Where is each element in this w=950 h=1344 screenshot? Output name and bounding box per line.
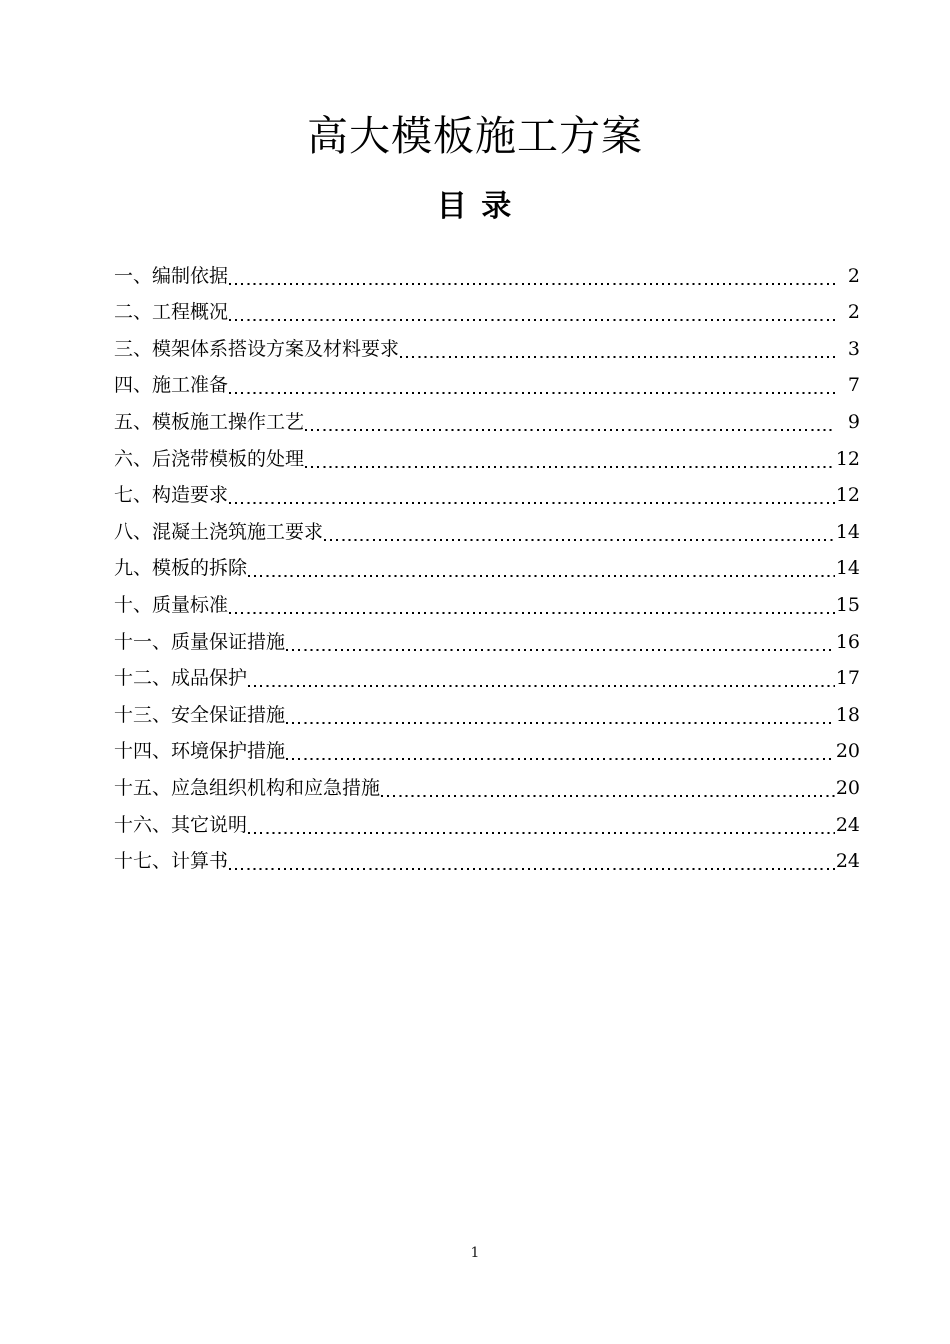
toc-entry[interactable] xyxy=(114,435,860,472)
toc-entry-page-number: 18 xyxy=(835,703,860,726)
toc-entry-label: 十一、质量保证措施 xyxy=(114,630,286,653)
toc-entry[interactable] xyxy=(114,472,860,509)
toc-entry[interactable] xyxy=(114,289,860,326)
page-number-footer: 1 xyxy=(470,1245,480,1261)
toc-entry-label: 一、编制依据 xyxy=(114,264,229,287)
toc-dot-leader xyxy=(286,742,835,764)
toc-entry[interactable] xyxy=(114,801,860,838)
toc-entry-page-number: 9 xyxy=(847,410,860,433)
toc-entry-page-number: 3 xyxy=(847,337,860,360)
toc-dot-leader xyxy=(229,376,835,398)
page-title: 高大模板施工方案 xyxy=(307,112,643,160)
toc-entry[interactable] xyxy=(114,581,860,618)
toc-entry-page-number: 15 xyxy=(835,593,860,616)
toc-entry-label: 十三、安全保证措施 xyxy=(114,703,286,726)
toc-dot-leader xyxy=(248,816,835,838)
toc-entry-page-number: 7 xyxy=(847,374,860,397)
toc-entry-label: 五、模板施工操作工艺 xyxy=(114,410,305,433)
toc-entry[interactable] xyxy=(114,655,860,692)
toc-entry-label: 二、工程概况 xyxy=(114,301,229,324)
toc-entry-label: 十二、成品保护 xyxy=(114,667,248,690)
toc-entry-label: 十、质量标准 xyxy=(114,593,229,616)
toc-dot-leader xyxy=(248,669,835,691)
toc-entry-page-number: 12 xyxy=(835,447,860,470)
toc-entry-label: 十四、环境保护措施 xyxy=(114,740,286,763)
toc-entry-page-number: 14 xyxy=(835,520,860,543)
toc-dot-leader xyxy=(229,303,835,325)
toc-heading: 目 录 xyxy=(436,189,514,224)
toc-entry-label: 七、构造要求 xyxy=(114,484,229,507)
toc-entry-page-number: 24 xyxy=(835,813,860,836)
toc-entry[interactable] xyxy=(114,691,860,728)
toc-entry-page-number: 12 xyxy=(835,484,860,507)
toc-entry[interactable] xyxy=(114,618,860,655)
toc-dot-leader xyxy=(229,596,835,618)
toc-dot-leader xyxy=(248,559,835,581)
toc-entry[interactable] xyxy=(114,325,860,362)
toc-entry-page-number: 2 xyxy=(847,301,860,324)
toc-entry[interactable] xyxy=(114,252,860,289)
toc-entry[interactable] xyxy=(114,838,860,875)
toc-entry[interactable] xyxy=(114,764,860,801)
toc-entry-label: 八、混凝土浇筑施工要求 xyxy=(114,520,324,543)
toc-entry-page-number: 24 xyxy=(835,850,860,873)
toc-dot-leader xyxy=(229,267,835,289)
toc-entry[interactable] xyxy=(114,545,860,582)
toc-dot-leader xyxy=(305,413,835,435)
toc-entry[interactable] xyxy=(114,362,860,399)
toc-dot-leader xyxy=(229,852,835,874)
toc-entry-page-number: 20 xyxy=(835,776,860,799)
toc-entry[interactable] xyxy=(114,728,860,765)
toc-entry-page-number: 16 xyxy=(835,630,860,653)
toc-entry-page-number: 14 xyxy=(835,557,860,580)
toc-entry-label: 三、模架体系搭设方案及材料要求 xyxy=(114,337,400,360)
toc-dot-leader xyxy=(381,779,835,801)
toc-entry-label: 六、后浇带模板的处理 xyxy=(114,447,305,470)
toc-dot-leader xyxy=(229,486,835,508)
toc-dot-leader xyxy=(400,340,835,362)
toc-dot-leader xyxy=(305,450,835,472)
toc-entry-label: 十七、计算书 xyxy=(114,850,229,873)
toc-dot-leader xyxy=(286,706,835,728)
toc-entry-page-number: 17 xyxy=(835,667,860,690)
toc-entry-label: 四、施工准备 xyxy=(114,374,229,397)
toc-entry-label: 九、模板的拆除 xyxy=(114,557,248,580)
toc-entry[interactable] xyxy=(114,398,860,435)
table-of-contents xyxy=(114,252,860,874)
toc-entry-label: 十五、应急组织机构和应急措施 xyxy=(114,776,381,799)
toc-entry-page-number: 20 xyxy=(835,740,860,763)
toc-dot-leader xyxy=(286,633,835,655)
toc-dot-leader xyxy=(324,523,835,545)
toc-entry-label: 十六、其它说明 xyxy=(114,813,248,836)
toc-entry-page-number: 2 xyxy=(847,264,860,287)
toc-entry[interactable] xyxy=(114,508,860,545)
